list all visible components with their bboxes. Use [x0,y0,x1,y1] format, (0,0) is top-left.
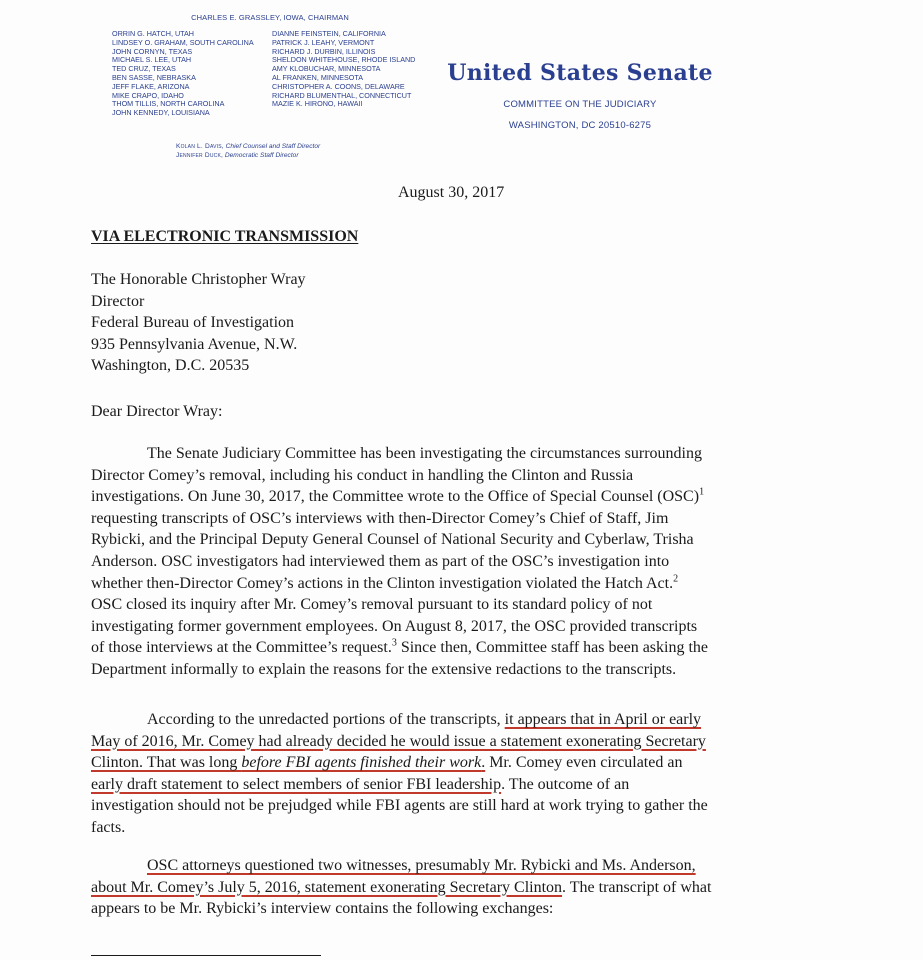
text-line: appears to be Mr. Rybicki’s interview contains the following exchanges: [91,900,554,918]
text-run: Mr. Comey even circulated an [485,754,683,772]
member-name: MAZIE K. HIRONO, HAWAII [272,99,363,109]
staff-name: Jennifer Duck, [176,151,224,159]
addressee-block [91,270,306,378]
staff-title: Chief Counsel and Staff Director [225,143,321,150]
text-line [91,710,831,732]
underlined-text: May of 2016, Mr. Comey had already decided he would issue a statement exonerating Secretary [91,732,706,750]
text-run: of those interviews at the Committee’s request. [91,639,392,657]
text-line [91,732,831,754]
text-line: Director Comey’s removal, including his conduct in handling the Clinton and Russia [91,466,634,484]
underlined-text: OSC attorneys questioned two witnesses, presumably Mr. Rybicki and Ms. Anderson, [147,857,696,874]
paragraph-3 [91,856,831,921]
member-name: DIANNE FEINSTEIN, CALIFORNIA [272,29,386,38]
chairman-line: CHARLES E. GRASSLEY, IOWA, CHAIRMAN [191,13,349,22]
text-line [91,878,831,900]
member-name: BEN SASSE, NEBRASKA [112,72,196,82]
member-name: JOHN KENNEDY, LOUISIANA [112,108,210,118]
text-line: requesting transcripts of OSC’s interviews with then-Director Comey’s Chief of Staff, Jim [91,509,669,527]
member-name: RICHARD BLUMENTHAL, CONNECTICUT [272,90,412,100]
footnote-separator [91,955,321,956]
salutation: Dear Director Wray: [91,403,223,420]
footnote-ref: 3 [391,638,397,650]
member-name: AL FRANKEN, MINNESOTA [272,72,364,82]
text-run: investigations. On June 30, 2017, the Committee wrote to the Office of Special Counsel (OSC) [91,488,700,506]
member-name: ORRIN G. HATCH, UTAH [112,29,194,38]
member-name: TED CRUZ, TEXAS [112,64,176,74]
text-line [91,638,831,660]
staff-line [176,152,320,161]
minority-members-list [272,30,415,109]
underlined-text: it appears that in April or early [504,711,702,728]
text-line: The Senate Judiciary Committee has been investigating the circumstances surrounding [147,445,702,462]
paragraph-2 [91,710,831,840]
staff-directors [176,143,320,160]
staff-line [176,143,320,152]
text-line [91,856,831,878]
text-line [91,753,831,775]
text-run: whether then-Director Comey’s actions in the Clinton investigation violated the Hatch Act. [91,574,674,592]
member-name: LINDSEY O. GRAHAM, SOUTH CAROLINA [112,37,254,47]
member-name: THOM TILLIS, NORTH CAROLINA [112,99,225,109]
member-name: RICHARD J. DURBIN, ILLINOIS [272,46,376,56]
footnote-ref: 2 [673,573,679,585]
member-name: JOHN CORNYN, TEXAS [112,46,193,56]
member-name: CHRISTOPHER A. COONS, DELAWARE [272,81,405,91]
senate-wordmark: United States Senate [447,60,713,86]
underlined-text: . [481,754,486,772]
staff-name: Kolan L. Davis, [176,143,224,150]
transmission-method: VIA ELECTRONIC TRANSMISSION [91,228,359,245]
letter-date: August 30, 2017 [398,184,505,201]
committee-name: COMMITTEE ON THE JUDICIARY [503,99,657,110]
addressee-line: Washington, D.C. 20535 [91,357,250,375]
member-name: JEFF FLAKE, ARIZONA [112,81,190,91]
text-run: . The transcript of what [562,878,712,896]
majority-members-list [112,30,254,118]
staff-title: Democratic Staff Director [224,151,299,159]
member-name: SHELDON WHITEHOUSE, RHODE ISLAND [272,55,416,65]
text-line [91,775,831,797]
text-line: Rybicki, and the Principal Deputy General Counsel of National Security and Cyberlaw, Trisha [91,531,694,549]
addressee-line: 935 Pennsylvania Avenue, N.W. [91,335,298,353]
text-line [91,574,831,596]
text-line: facts. [91,818,126,836]
member-name: MICHAEL S. LEE, UTAH [112,55,192,65]
committee-address: WASHINGTON, DC 20510-6275 [508,120,652,131]
underlined-text: about Mr. Comey’s July 5, 2016, statement exonerating Secretary Clinton [91,878,563,896]
text-line: Department informally to explain the reasons for the extensive redactions to the transcripts. [91,660,677,678]
addressee-line: Federal Bureau of Investigation [91,314,295,332]
text-run: According to the unredacted portions of the transcripts, [147,711,505,728]
member-name: AMY KLOBUCHAR, MINNESOTA [272,64,381,74]
text-line [91,487,831,509]
addressee-line: The Honorable Christopher Wray [91,271,306,288]
member-name: PATRICK J. LEAHY, VERMONT [272,37,375,47]
text-line: investigating former government employees. On August 8, 2017, the OSC provided transcripts [91,617,698,635]
footnote-ref: 1 [699,486,705,498]
paragraph-1 [91,444,831,682]
text-run: . The outcome of an [501,775,630,793]
underlined-text: Clinton. That was long [91,754,242,772]
text-run: Since then, Committee staff has been asking the [396,639,709,657]
underlined-italic-text: before FBI agents finished their work [241,754,482,772]
text-line: investigation should not be prejudged while FBI agents are still hard at work trying to gather the [91,797,708,815]
member-name: MIKE CRAPO, IDAHO [112,90,184,100]
text-line: OSC closed its inquiry after Mr. Comey’s removal pursuant to its standard policy of not [91,596,653,614]
underlined-text: early draft statement to select members of senior FBI leadership [91,775,502,793]
addressee-line: Director [91,292,145,310]
text-line: Anderson. OSC investigators had interviewed them as part of the OSC’s investigation into [91,552,670,570]
